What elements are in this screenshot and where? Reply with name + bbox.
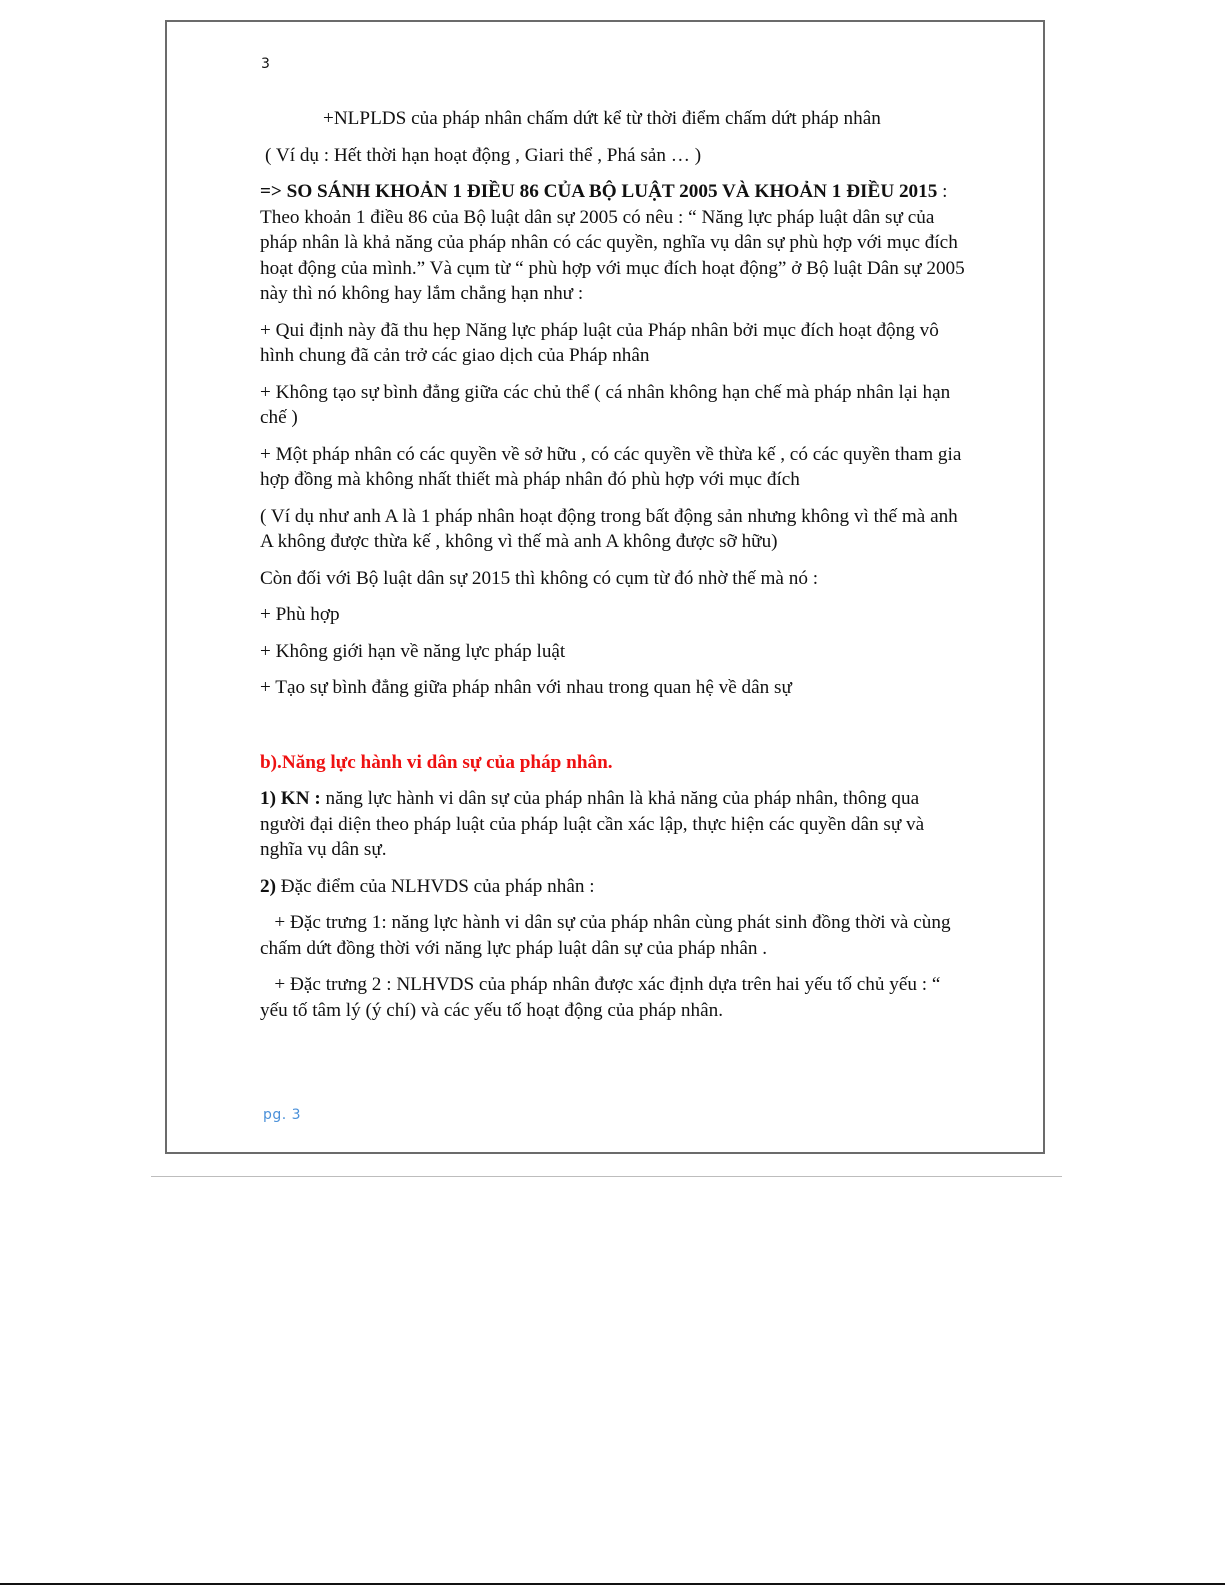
- comparison-text: : Theo khoản 1 điều 86 của Bộ luật dân sự 2005 có nêu : “ Năng lực pháp luật dân sự của pháp nhân là khả năng của pháp nhân có các quyền, nghĩa vụ dân sự phù hợp với mục đích hoạt động của mình.” Và cụm từ “ phù hợp với mục đích hoạt động” ở Bộ luật Dân sự 2005 này thì nó không hay lắm chẳng hạn như :: [260, 181, 965, 304]
- paragraph-definition: [260, 786, 966, 863]
- characteristics-label: 2): [260, 875, 276, 897]
- characteristics-text: Đặc điểm của NLHVDS của pháp nhân :: [275, 875, 595, 897]
- page-footer: pg. 3: [263, 1107, 302, 1123]
- paragraph-bullet-fit: + Phù hợp: [260, 604, 340, 625]
- paragraph-example-2: ( Ví dụ như anh A là 1 pháp nhân hoạt động trong bất động sản nhưng không vì thế mà anh A không được thừa kế , không vì thế mà anh A không được sỡ hữu): [260, 505, 958, 552]
- comparison-heading: => SO SÁNH KHOẢN 1 ĐIỀU 86 CỦA BỘ LUẬT 2005 VÀ KHOẢN 1 ĐIỀU 2015: [260, 181, 938, 202]
- paragraph-bullet-narrowing: + Qui định này đã thu hẹp Năng lực pháp luật của Pháp nhân bởi mục đích hoạt động vô hình chung đã cản trở các giao dịch của Pháp nhân: [260, 319, 939, 366]
- page-content: [260, 106, 966, 1023]
- paragraph-2015-intro: Còn đối với Bộ luật dân sự 2015 thì không có cụm từ đó nhờ thế mà nó :: [260, 567, 819, 589]
- page-divider: [151, 1176, 1062, 1177]
- paragraph-example-1: ( Ví dụ : Hết thời hạn hoạt động , Giari thể , Phá sản … ): [265, 144, 702, 166]
- page-number-header: 3: [261, 56, 270, 72]
- paragraph-bullet-unlimited: + Không giới hạn về năng lực pháp luật: [260, 640, 566, 662]
- paragraph-nlplds-end: +NLPLDS của pháp nhân chấm dứt kể từ thời điểm chấm dứt pháp nhân: [323, 108, 881, 129]
- paragraph-bullet-inequality: + Không tạo sự bình đẳng giữa các chủ thể ( cá nhân không hạn chế mà pháp nhân lại hạn chế ): [260, 381, 951, 428]
- document-page: [165, 20, 1045, 1154]
- paragraph-trait-2: + Đặc trưng 2 : NLHVDS của pháp nhân được xác định dựa trên hai yếu tố chủ yếu : “ yếu tố tâm lý (ý chí) và các yếu tố hoạt động của pháp nhân.: [260, 974, 946, 1021]
- definition-text: năng lực hành vi dân sự của pháp nhân là khả năng của pháp nhân, thông qua người đại diện theo pháp luật của pháp luật cần xác lập, thực hiện các quyền dân sự và nghĩa vụ dân sự.: [260, 788, 925, 860]
- paragraph-bullet-equality: + Tạo sự bình đẳng giữa pháp nhân với nhau trong quan hệ về dân sự: [260, 677, 792, 698]
- paragraph-comparison: [260, 179, 966, 307]
- paragraph-bullet-rights: + Một pháp nhân có các quyền về sở hữu , có các quyền về thừa kế , có các quyền tham gia hợp đồng mà không nhất thiết mà pháp nhân đó phù hợp với mục đích: [260, 443, 962, 490]
- paragraph-trait-1: + Đặc trưng 1: năng lực hành vi dân sự của pháp nhân cùng phát sinh đồng thời và cùng chấm dứt đồng thời với năng lực pháp luật dân sự của pháp nhân .: [260, 912, 956, 959]
- paragraph-characteristics: [260, 874, 966, 900]
- section-heading-b: b).Năng lực hành vi dân sự của pháp nhân.: [260, 751, 613, 773]
- definition-label: 1) KN :: [260, 788, 321, 809]
